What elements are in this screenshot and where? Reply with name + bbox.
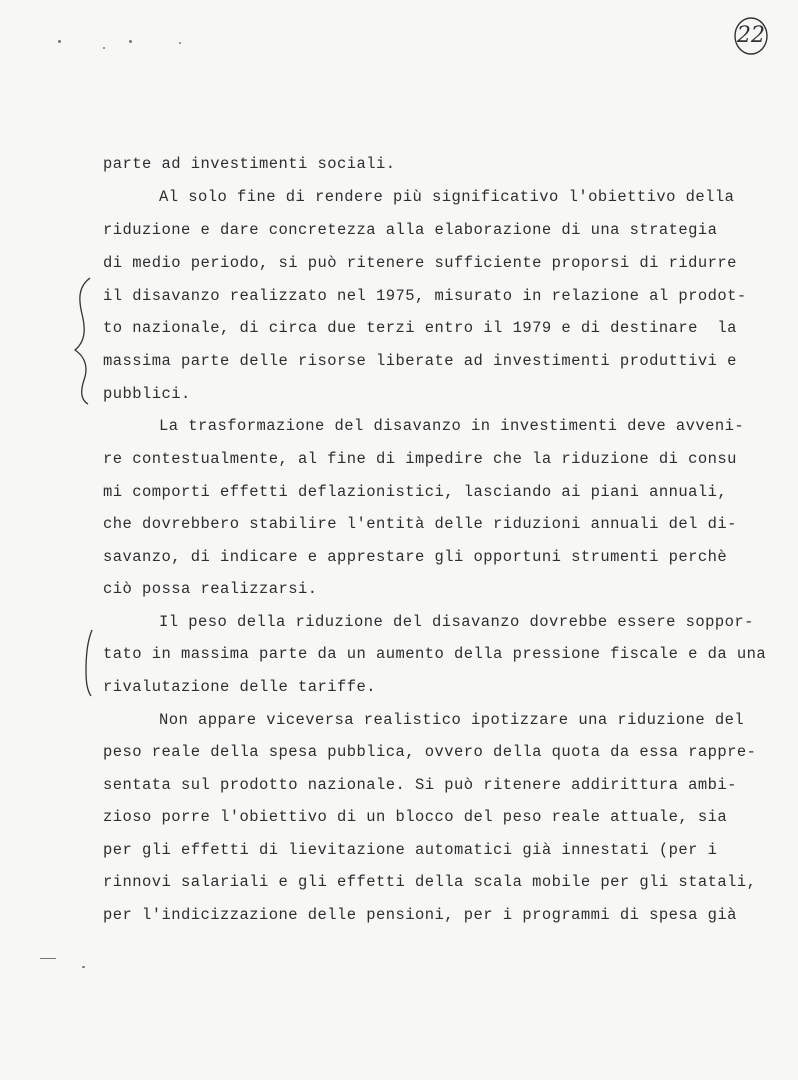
text-line: peso reale della spesa pubblica, ovvero della quota da essa rappre- [103, 743, 757, 761]
scan-speck [103, 47, 105, 49]
text-line: Al solo fine di rendere più significativo l'obiettivo della [159, 188, 735, 206]
text-line: ciò possa realizzarsi. [103, 580, 318, 598]
text-line: per gli effetti di lievitazione automatici già innestati (per i [103, 841, 718, 859]
text-line: Non appare viceversa realistico ipotizzare una riduzione del [159, 711, 745, 729]
text-line: massima parte delle risorse liberate ad investimenti produttivi e [103, 352, 737, 370]
margin-bracket-mark [78, 628, 98, 698]
text-line: tato in massima parte da un aumento della pressione fiscale e da una [103, 645, 767, 663]
page-number-stamp [733, 16, 769, 56]
scan-speck [179, 42, 181, 44]
text-line: mi comporti effetti deflazionistici, lasciando ai piani annuali, [103, 483, 728, 501]
text-line: per l'indicizzazione delle pensioni, per i programmi di spesa già [103, 906, 737, 924]
text-line: La trasformazione del disavanzo in investimenti deve avveni- [159, 417, 745, 435]
scan-speck [40, 958, 56, 959]
text-line: di medio periodo, si può ritenere sufficiente proporsi di ridurre [103, 254, 737, 272]
text-line: sentata sul prodotto nazionale. Si può ritenere addirittura ambi- [103, 776, 737, 794]
text-line: che dovrebbero stabilire l'entità delle riduzioni annuali del di- [103, 515, 737, 533]
text-line: il disavanzo realizzato nel 1975, misurato in relazione al prodot- [103, 287, 747, 305]
text-line: rivalutazione delle tariffe. [103, 678, 377, 696]
scan-speck [129, 40, 132, 43]
text-line: zioso porre l'obiettivo di un blocco del peso reale attuale, sia [103, 808, 728, 826]
text-line: to nazionale, di circa due terzi entro il 1979 e di destinare la [103, 319, 737, 337]
scan-speck [58, 40, 61, 43]
text-line: rinnovi salariali e gli effetti della scala mobile per gli statali, [103, 873, 757, 891]
text-line: re contestualmente, al fine di impedire che la riduzione di consu [103, 450, 737, 468]
text-line: Il peso della riduzione del disavanzo dovrebbe essere soppor- [159, 613, 754, 631]
text-line: parte ad investimenti sociali. [103, 155, 396, 173]
text-line: riduzione e dare concretezza alla elaborazione di una strategia [103, 221, 718, 239]
scan-speck [82, 966, 85, 968]
text-line: savanzo, di indicare e apprestare gli opportuni strumenti perchè [103, 548, 728, 566]
margin-brace-mark [70, 276, 98, 406]
page-number-text: 22 [737, 23, 765, 48]
text-line: pubblici. [103, 385, 191, 403]
